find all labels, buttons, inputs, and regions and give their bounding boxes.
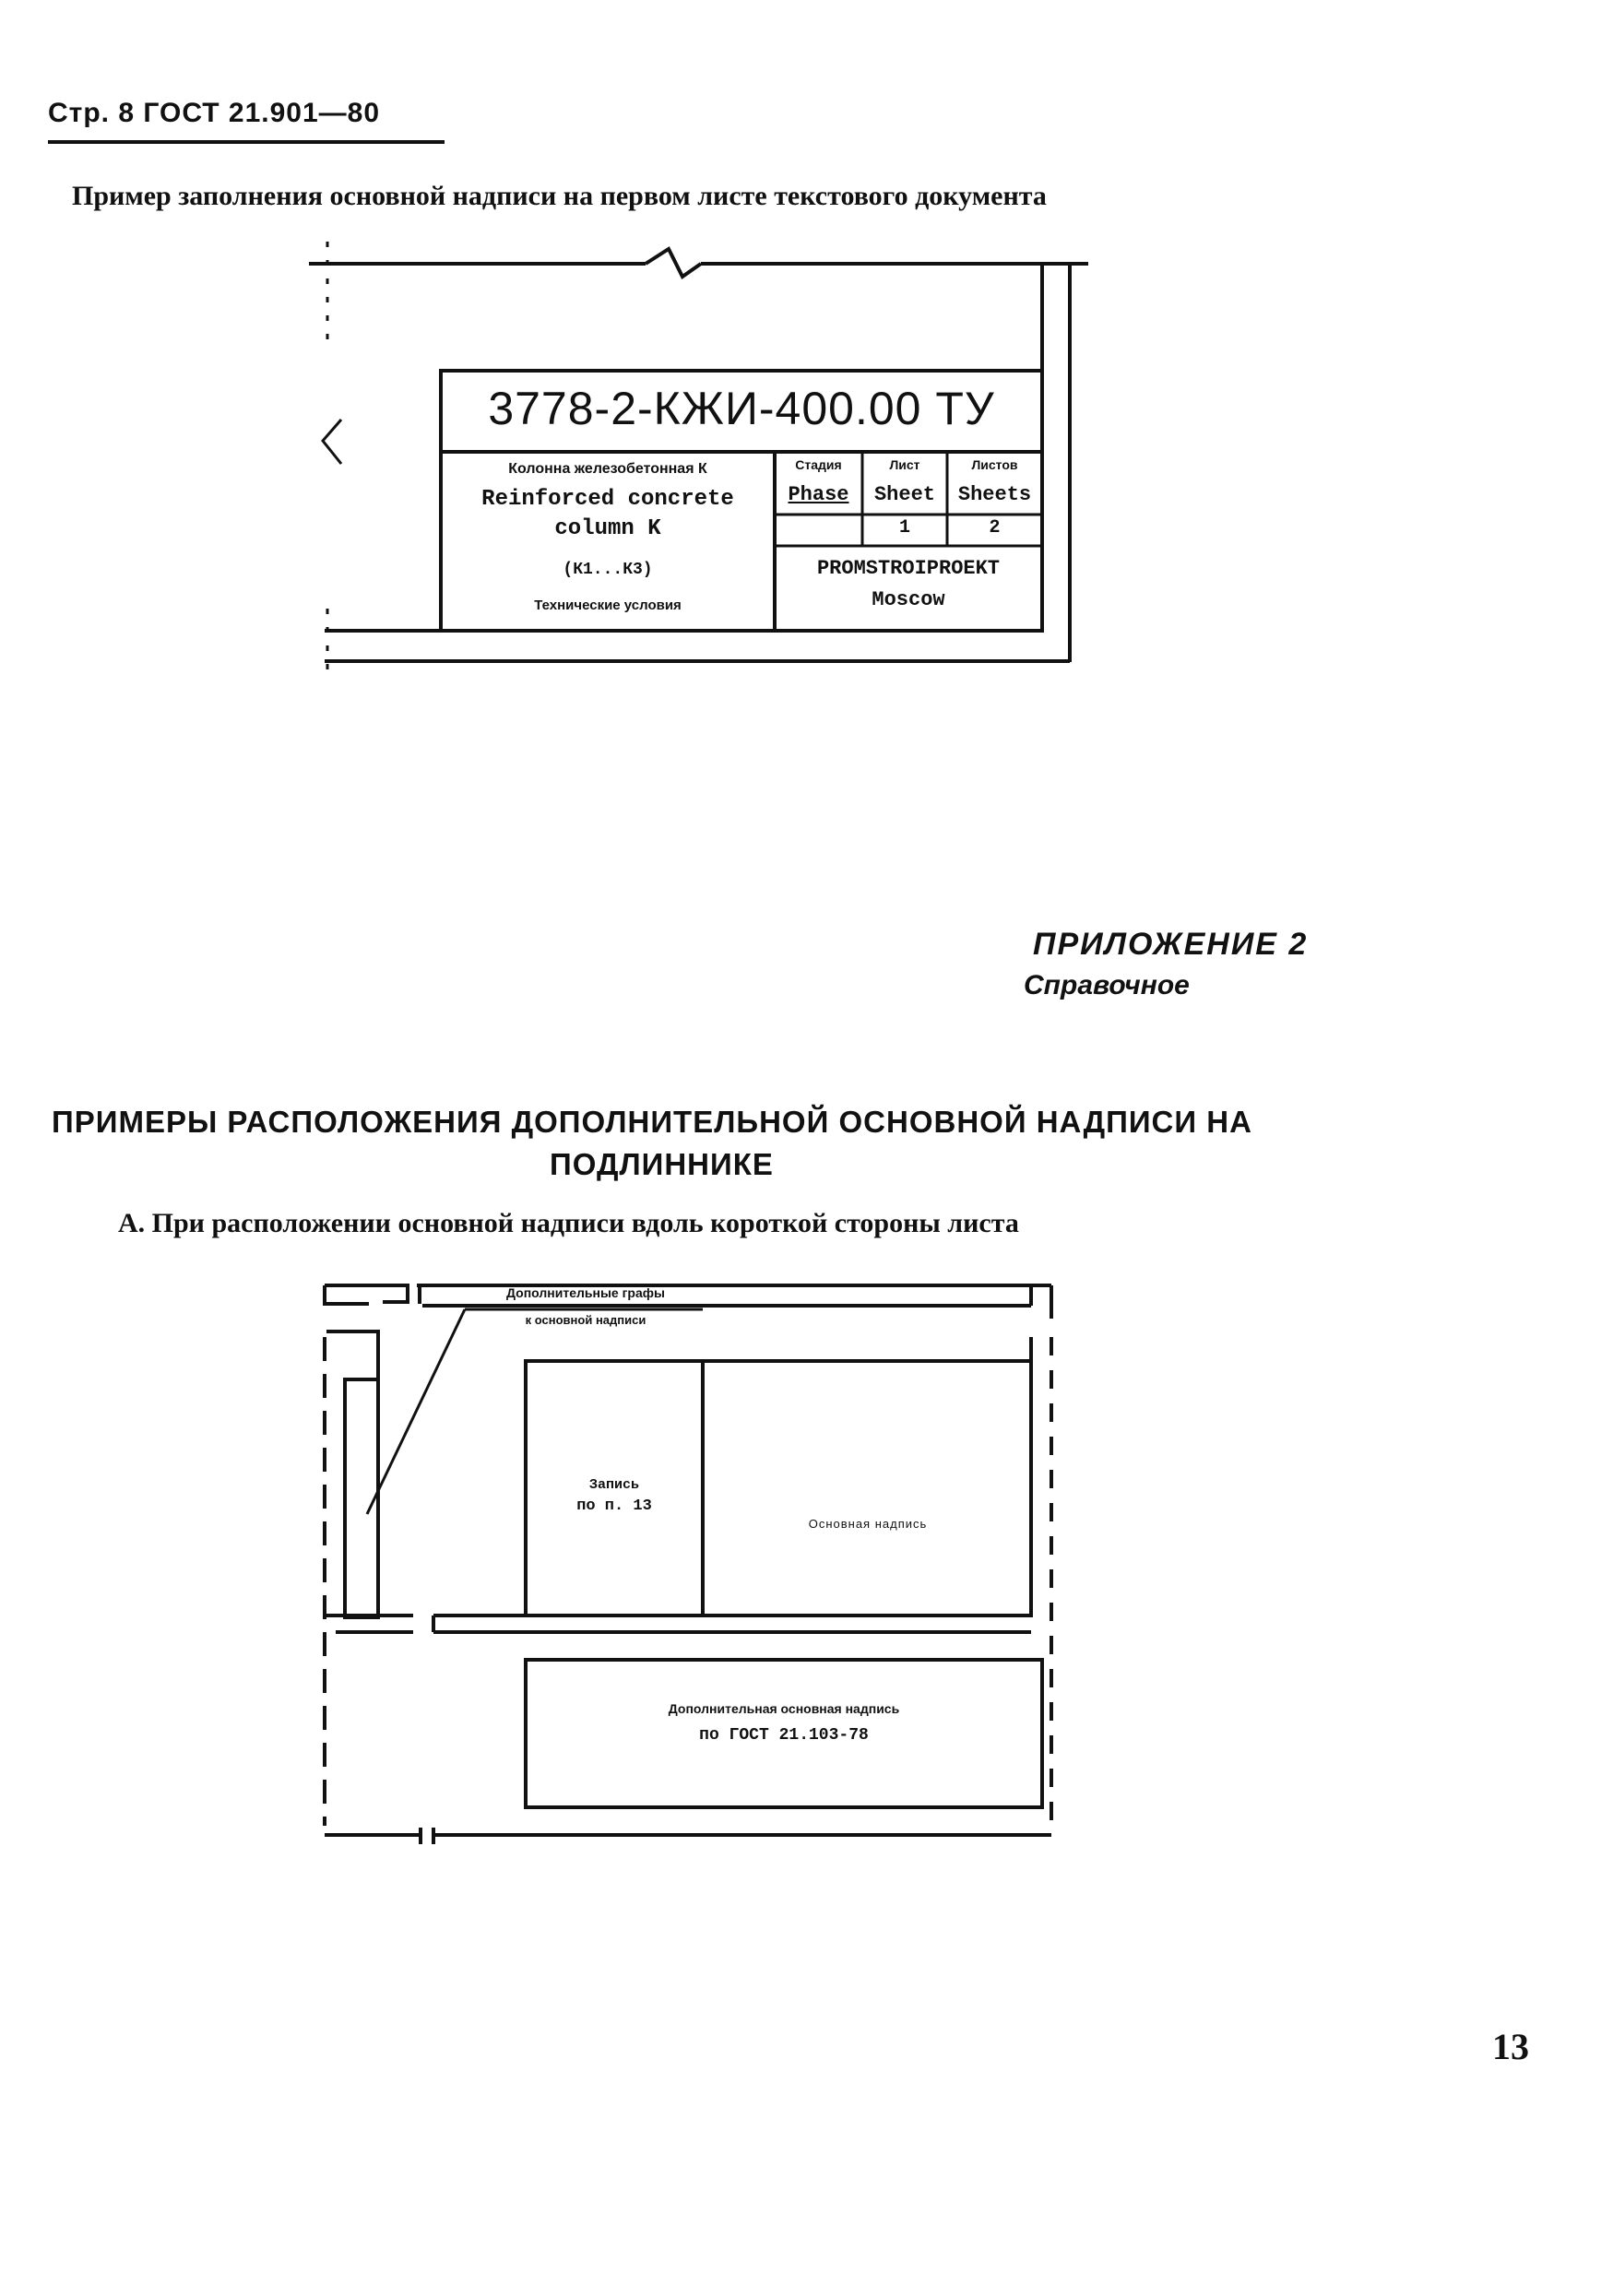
additional-stamp-line2: по ГОСТ 21.103-78 (699, 1726, 869, 1745)
stamp-designation: 3778-2-КЖИ-400.00 ТУ (488, 383, 995, 434)
col-sheet-ru: Лист (889, 457, 920, 472)
section-subheading: А. При расположении основной надписи вдоль короткой стороны листа (118, 1208, 1019, 1238)
callout-label-1: Дополнительные графы (506, 1285, 665, 1300)
stamp-title-en-1: Reinforced concrete (481, 487, 734, 512)
page-number: 13 (1492, 2026, 1529, 2067)
col-stage-en: Phase (788, 483, 849, 506)
callout-label-2: к основной надписи (525, 1313, 646, 1327)
appendix-title: ПРИЛОЖЕНИЕ 2 (1033, 927, 1309, 962)
org-city: Moscow (872, 588, 945, 611)
col-stage-ru: Стадия (795, 457, 842, 472)
stamp-doc-type: Технические условия (534, 598, 682, 613)
section-heading-2: ПОДЛИННИКЕ (550, 1147, 774, 1181)
record-box-line2: по п. 13 (576, 1497, 652, 1515)
stamp-title-en-2: column K (554, 516, 661, 541)
sheets-value: 2 (989, 517, 1001, 538)
stamp-title-ru: Колонна железобетонная К (508, 461, 707, 477)
col-sheets-en: Sheets (957, 483, 1032, 506)
diagram-1-frame (0, 0, 1613, 719)
appendix-subtitle: Справочное (1024, 970, 1190, 1000)
main-stamp-label: Основная надпись (808, 1517, 928, 1531)
sheet-value: 1 (898, 517, 910, 538)
page-header: Стр. 8 ГОСТ 21.901—80 (48, 98, 381, 128)
additional-stamp-line1: Дополнительная основная надпись (668, 1701, 900, 1716)
stamp-range: (К1...К3) (563, 561, 653, 579)
example1-caption: Пример заполнения основной надписи на первом листе текстового документа (72, 181, 1047, 211)
org-name: PROMSTROIPROEKT (816, 557, 1001, 580)
diagram-2-frame (0, 1254, 1613, 1863)
col-sheets-ru: Листов (971, 457, 1018, 472)
record-box-line1: Запись (588, 1477, 639, 1493)
section-heading-1: ПРИМЕРЫ РАСПОЛОЖЕНИЯ ДОПОЛНИТЕЛЬНОЙ ОСНОВНОЙ НАДПИСИ НА (52, 1105, 1252, 1139)
col-sheet-en: Sheet (873, 483, 935, 506)
